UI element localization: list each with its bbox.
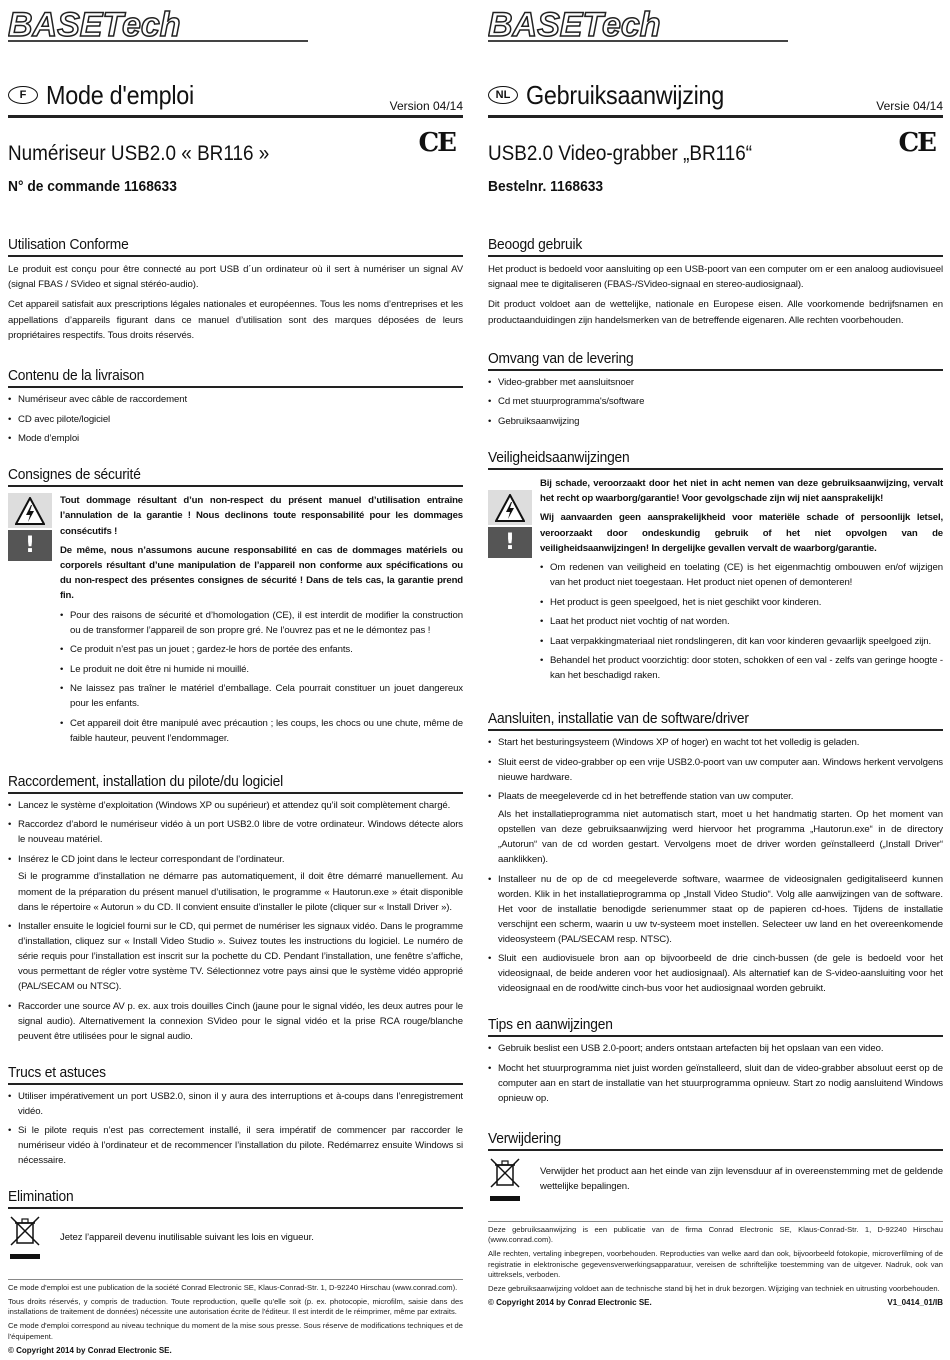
exclamation-warning-icon: !	[488, 527, 532, 558]
list-item: • Ne laissez pas traîner le matériel d’emballage. Cela pourrait constituer un jouet dangereux pour les enfants.	[60, 681, 463, 711]
usage-paragraph: Le produit est conçu pour être connecté au port USB d´un ordinateur où il sert à numériser un signal AV (signal FBAS / SVideo et signal stéréo-audio).	[8, 264, 463, 291]
install-note: Als het installatieprogramma niet automatisch start, moet u het handmatig starten. Op het moment van opstellen van deze gebruiksaanwijzing werd hiervoor het programma „Hautorun.exe“ in de directory „Autorun“ van de cd worden gestart. Vervolgens moet de driver worden geïnstalleerd („Install Driver“ aanklikken).	[498, 808, 943, 866]
safety-list	[540, 560, 943, 683]
footer-technical: Ce mode d'emploi correspond au niveau technique du moment de la mise sous presse. Sous réserve de modifications techniques et de l'équipement.	[8, 1320, 463, 1341]
disposal-text: Verwijder het product aan het einde van zijn levensduur af in overeenstemming met de geldende wettelijke bepalingen.	[540, 1165, 943, 1192]
svg-text:BASETech: BASETech	[8, 6, 181, 40]
document-code: V1_0414_01/IB	[887, 1298, 943, 1308]
section-title-install: Aansluiten, installatie van de software/driver	[488, 710, 943, 731]
list-item: • Installeer nu de op de cd meegeleverde software, waarmee de videosignalen gedigitaliseerd kunnen worden. Klik in het installatieprogramma op „Install Video Studio“. Volg alle aanwijzingen van de software. Het voor de installatie benodigde serienummer staat op de papieren cd-hoes. Tijdens de installatie verschijnt een scherm, waarin u uw tv-systeem moet instellen. Selecteer uw land en het overeenkomende videosysteem (PAL/SECAM resp. NTSC).	[488, 872, 943, 947]
column-french	[8, 0, 463, 1355]
list-item: • Lancez le système d’exploitation (Windows XP ou supérieur) et attendez qu’il soit complètement chargé.	[8, 798, 463, 813]
section-title-install: Raccordement, installation du pilote/du logiciel	[8, 773, 463, 794]
safety-block	[8, 493, 463, 750]
list-item: • Utiliser impérativement un port USB2.0, sinon il y aura des interruptions et à-coups dans l’enregistrement vidéo.	[8, 1089, 463, 1119]
high-voltage-warning-icon	[8, 493, 52, 528]
install-list	[8, 798, 463, 867]
install-list	[488, 735, 943, 804]
list-item: • Si le pilote requis n’est pas correctement installé, il sera impératif de commencer par raccorder le numériseur vidéo à l’ordinateur et de recommencer l’installation du pilote. Redémarrez ensuite Windows si nécessaire.	[8, 1123, 463, 1168]
product-header	[488, 118, 943, 198]
install-note: Si le programme d’installation ne démarre pas automatiquement, il doit être démarré manuellement. Au moment de la préparation du présent manuel d’utilisation, le programme « Hautorun.exe » était disponible dans le répertoire « Autorun » du CD. Il convient ensuite d’installer le pilote (cliquer sur « Install Driver »).	[18, 871, 463, 913]
list-item: • Numériseur avec câble de raccordement	[8, 392, 463, 407]
disposal-block	[488, 1157, 943, 1201]
usage-paragraph: Dit product voldoet aan de wettelijke, nationale en Europese eisen. Alle voorkomende bedrijfsnamen en productaanduidingen zijn handelsmerken van de betreffende eigenaren. Alle rechten voorbehouden.	[488, 299, 943, 326]
section-title-tips: Tips en aanwijzingen	[488, 1016, 943, 1037]
mode-title: Gebruiksaanwijzing	[526, 79, 725, 110]
list-item: • Mode d’emploi	[8, 431, 463, 446]
list-item: • Start het besturingsysteem (Windows XP of hoger) en wacht tot het volledig is geladen.	[488, 735, 943, 750]
svg-text:BASETech: BASETech	[488, 6, 661, 40]
weee-bin-icon	[488, 1157, 524, 1201]
ce-mark-icon: CE	[418, 128, 455, 158]
product-title: USB2.0 Video-grabber „BR116“	[488, 142, 753, 165]
list-item: • Het product is geen speelgoed, het is niet geschikt voor kinderen.	[540, 595, 943, 610]
usage-paragraph: Cet appareil satisfait aux prescriptions légales nationales et européennes. Tous les noms d’entreprises et les appellations d’appareils figurant dans ce manuel d’utilisation sont des marques déposées de leurs propriétaires respectifs. Tous droits réservés.	[8, 299, 463, 341]
delivery-list	[8, 392, 463, 446]
list-item: • Cd met stuurprogramma's/software	[488, 394, 943, 409]
language-badge: NL	[488, 86, 518, 104]
list-item: • CD avec pilote/logiciel	[8, 412, 463, 427]
warning-icons	[8, 493, 52, 750]
ce-mark-icon: CE	[898, 128, 935, 158]
list-item: • Sluit eerst de video-grabber op een vrije USB2.0-poort van uw computer aan. Windows herkent vervolgens nieuwe hardware.	[488, 755, 943, 785]
product-header	[8, 118, 463, 198]
basetech-logo	[488, 6, 788, 40]
column-dutch	[488, 0, 943, 1307]
product-title: Numériseur USB2.0 « BR116 »	[8, 142, 270, 165]
section-title-usage: Beoogd gebruik	[488, 236, 943, 257]
list-item: • Ce produit n’est pas un jouet ; gardez-le hors de portée des enfants.	[60, 642, 463, 657]
version-label: Version 04/14	[386, 99, 463, 113]
footer-publisher: Deze gebruiksaanwijzing is een publicatie van de firma Conrad Electronic SE, Klaus-Conrad-Str. 1, D-92240 Hirschau (www.conrad.com).	[488, 1224, 943, 1245]
weee-bin-icon	[8, 1215, 44, 1259]
order-number: Bestelnr. 1168633	[488, 178, 604, 195]
list-item: • Le produit ne doit être ni humide ni mouillé.	[60, 662, 463, 677]
list-item: • Cet appareil doit être manipulé avec précaution ; les coups, les chocs ou une chute, même de faible hauteur, peuvent l’endommager.	[60, 716, 463, 746]
tips-list	[8, 1089, 463, 1169]
exclamation-warning-icon: !	[8, 530, 52, 561]
safety-text	[540, 476, 943, 688]
section-title-disposal: Verwijdering	[488, 1130, 943, 1151]
list-item: • Insérez le CD joint dans le lecteur correspondant de l’ordinateur.	[8, 852, 463, 867]
list-item: • Pour des raisons de sécurité et d’homologation (CE), il est interdit de modifier la construction ou de transformer l’appareil de son propre gré. Ne l’ouvrez pas et ne le démontez pas !	[60, 608, 463, 638]
safety-text	[60, 493, 463, 750]
logo-underline	[8, 40, 308, 42]
list-item: • Laat het product niet vochtig of nat worden.	[540, 614, 943, 629]
install-list-2	[8, 919, 463, 1044]
basetech-logo	[8, 6, 308, 40]
tips-list	[488, 1041, 943, 1106]
list-item: • Gebruik beslist een USB 2.0-poort; anders ontstaan artefacten bij het opslaan van een video.	[488, 1041, 943, 1056]
list-item: • Behandel het product voorzichtig: door stoten, schokken of een val - zelfs van geringe hoogte - kan het beschadigd raken.	[540, 653, 943, 683]
disposal-block	[8, 1215, 463, 1259]
copyright: © Copyright 2014 by Conrad Electronic SE. V1_0414_01/IB	[488, 1298, 943, 1308]
mode-title: Mode d'emploi	[46, 79, 194, 110]
install-list-2	[488, 872, 943, 997]
list-item: • Raccordez d’abord le numériseur vidéo à un port USB2.0 libre de votre ordinateur. Windows détecte alors le nouveau matériel.	[8, 817, 463, 847]
delivery-list	[488, 375, 943, 429]
list-item: • Video-grabber met aansluitsnoer	[488, 375, 943, 390]
list-item: • Installer ensuite le logiciel fourni sur le CD, qui permet de numériser les signaux vidéo. Dans le programme d’installation, cliquez sur « Install Video Studio ». Suivez toutes les instructions du logiciel. Le numéro de série requis pour l’installation est inscrit sur la pochette du CD. Pendant l’installation, une fenêtre s’affiche, vous permettant de régler votre système TV. Sélectionnez votre pays ainsi que le système vidéo approprié (PAL/SECAM ou NTSC).	[8, 919, 463, 994]
list-item: • Mocht het stuurprogramma niet juist worden geïnstalleerd, sluit dan de video-grabber absoluut eerst op de computer aan en start de installatie van het stuurprogramma opnieuw. Start zo nodig aansluitend Windows opnieuw op.	[488, 1061, 943, 1106]
safety-warning: De même, nous n’assumons aucune responsabilité en cas de dommages matériels ou corporels résultant d’une manipulation de l’appareil non conforme aux spécifications ou du non-respect des présentes consignes de sécurité ! Dans de tels cas, la garantie prend fin.	[60, 544, 463, 602]
footer	[8, 1283, 463, 1355]
safety-block	[488, 476, 943, 688]
safety-warning: Tout dommage résultant d’un non-respect du présent manuel d’utilisation entraîne l’annulation de la garantie ! Nous declinons toute responsabilité pour les dommages consécutifs !	[60, 495, 463, 537]
footer-rights: Tous droits réservés, y compris de traduction. Toute reproduction, quelle qu'elle soit (p. ex. photocopie, microfilm, saisie dans des installations de traitement de données) nécessite une autorisation écrite de l'éditeur. Il est interdit de le réimprimer, même par extraits.	[8, 1296, 463, 1317]
footer-technical: Deze gebruiksaanwijzing voldoet aan de technische stand bij het in druk bezorgen. Wijziging van techniek en uitrusting voorbehouden.	[488, 1283, 940, 1293]
high-voltage-warning-icon	[488, 490, 532, 525]
usage-paragraph: Het product is bedoeld voor aansluiting op een USB-poort van een computer om er een analoog audiovisueel signaal mee te digitaliseren (FBAS-/SVideo-signaal en stereo-audiosignaal).	[488, 264, 943, 291]
section-title-delivery: Omvang van de levering	[488, 350, 943, 371]
list-item: • Plaats de meegeleverde cd in het betreffende station van uw computer.	[488, 789, 943, 804]
language-badge: F	[8, 86, 38, 104]
logo-underline	[488, 40, 788, 42]
footer-rule	[8, 1279, 463, 1280]
list-item: • Laat verpakkingmateriaal niet rondslingeren, dit kan voor kinderen gevaarlijk speelgoed zijn.	[540, 634, 943, 649]
footer	[488, 1225, 943, 1308]
warning-icons	[488, 476, 532, 688]
list-item: • Om redenen van veiligheid en toelating (CE) is het eigenmachtig ombouwen en/of wijzigen van het product niet toegestaan. Het product niet openen of demonteren!	[540, 560, 943, 590]
footer-publisher: Ce mode d'emploi est une publication de la société Conrad Electronic SE, Klaus-Conrad-Str. 1, D-92240 Hirschau (www.conrad.com).	[8, 1283, 458, 1293]
section-title-delivery: Contenu de la livraison	[8, 367, 463, 388]
list-item: • Gebruiksaanwijzing	[488, 414, 943, 429]
version-label: Versie 04/14	[872, 99, 943, 113]
footer-rights: Alle rechten, vertaling inbegrepen, voorbehouden. Reproducties van welke aard dan ook, bijvoorbeeld fotokopie, microverfilming of de registratie in elektronische gegevensverwerkingsapparatuur, vereisen de schriftelijke toestemming van de uitgever. Nadruk, ook van uittreksels, verboden.	[488, 1248, 943, 1280]
footer-rule	[488, 1221, 943, 1222]
disposal-text: Jetez l’appareil devenu inutilisable suivant les lois en vigueur.	[60, 1231, 314, 1243]
safety-list	[60, 608, 463, 746]
section-title-disposal: Elimination	[8, 1188, 463, 1209]
section-title-safety: Consignes de sécurité	[8, 466, 463, 487]
section-title-tips: Trucs et astuces	[8, 1064, 463, 1085]
section-title-usage: Utilisation Conforme	[8, 236, 463, 257]
copyright: © Copyright 2014 by Conrad Electronic SE.	[8, 1346, 172, 1356]
list-item: • Raccorder une source AV p. ex. aux trois douilles Cinch (jaune pour le signal vidéo, les deux autres pour le signal audio). Alternativement la connexion SVideo pour le signal vidéo et la prise RCA rouge/blanche peuvent être utilisées pour le signal audio.	[8, 999, 463, 1044]
list-item: • Sluit een audiovisuele bron aan op bijvoorbeeld de drie cinch-bussen (de gele is bedoeld voor het videosignaal, de beide anderen voor het audiosignaal). Als alternatief kan de S-video-aansluiting voor het videosignaal en de rood/witte cinch-bus voor het audiosignaal worden gebruikt.	[488, 951, 943, 996]
order-number: N° de commande 1168633	[8, 178, 177, 195]
safety-warning: Bij schade, veroorzaakt door het niet in acht nemen van deze gebruiksaanwijzing, vervalt het recht op waarborg/garantie! Voor gevolgschade zijn wij niet aansprakelijk!	[540, 478, 943, 505]
section-title-safety: Veiligheidsaanwijzingen	[488, 449, 943, 470]
safety-warning: Wij aanvaarden geen aansprakelijkheid voor materiële schade of persoonlijk letsel, veroorzaakt door ondeskundig gebruik of het niet opvolgen van de veiligheidsaanwijzingen! In dergelijke gevallen vervalt de waarborg/garantie.	[540, 512, 943, 554]
